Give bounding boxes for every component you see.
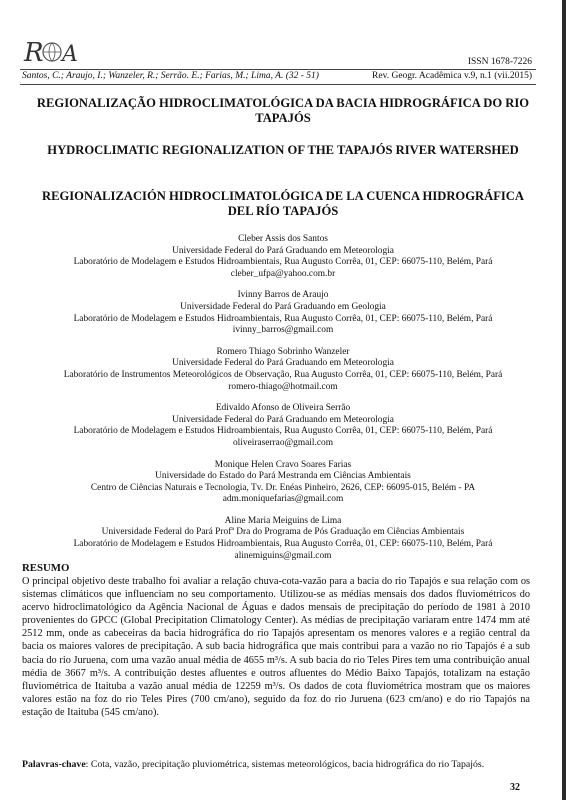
author-affiliation: Universidade Federal do Pará Graduando em Meteorologia — [172, 245, 394, 256]
author-affiliation: Universidade Federal do Pará Profª Dra do Programa de Pós Graduação em Ciências Ambientais — [101, 527, 465, 538]
author-affiliation: Universidade Federal do Pará Graduando em Meteorologia — [172, 358, 394, 369]
author-block — [20, 347, 546, 393]
svg-text:A: A — [62, 42, 78, 67]
author-name: Romero Thiago Sobrinho Wanzeler — [216, 346, 350, 357]
author-email[interactable]: oliveiraserrao@gmail.com — [232, 437, 333, 448]
author-affiliation: Universidade Federal do Pará Graduando em Meteorologia — [172, 414, 394, 425]
author-email[interactable]: ivinny_barros@gmail.com — [232, 325, 334, 336]
svg-text:R: R — [24, 38, 44, 68]
keywords-list: : Cota, vazão, precipitação pluviométrica, sistemas meteorológicos, bacia hidrográfica do rio Tapajós. — [85, 759, 485, 770]
keywords — [22, 759, 530, 770]
abstract-heading: RESUMO — [22, 562, 70, 574]
author-address: Centro de Ciências Naturais e Tecnologia, Tv. Dr. Enéas Pinheiro, 2626, CEP: 66095-015, Belém - PA — [90, 482, 476, 493]
author-address: Laboratório de Modelagem e Estudos Hidroambientais, Rua Augusto Corrêa, 01, CEP: 66075-110, Belém, Pará — [73, 426, 493, 437]
author-affiliation: Universidade Federal do Pará Graduando em Geologia — [180, 301, 386, 312]
issn: ISSN 1678-7226 — [467, 57, 532, 67]
header-rule-top — [20, 69, 536, 70]
header-rule-bottom — [20, 84, 536, 85]
author-affiliation: Universidade do Estado do Pará Mestranda em Ciências Ambientais — [155, 471, 411, 482]
title-portuguese: REGIONALIZAÇÃO HIDROCLIMATOLÓGICA DA BACIA HIDROGRÁFICA DO RIO TAPAJÓS — [36, 96, 530, 125]
author-name: Edivaldo Afonso de Oliveira Serrão — [215, 403, 351, 414]
author-address: Laboratório de Modelagem e Estudos Hidroambientais, Rua Augusto Corrêa, 01, CEP: 66075-110, Belém, Pará — [73, 539, 493, 550]
page-number: 32 — [510, 782, 520, 793]
author-block — [20, 403, 546, 449]
author-address: Laboratório de Modelagem e Estudos Hidroambientais, Rua Augusto Corrêa, 01, CEP: 66075-110, Belém, Pará — [73, 313, 493, 324]
header-journal: Rev. Geogr. Acadêmica v.9, n.1 (vii.2015) — [372, 71, 532, 81]
author-block — [20, 516, 546, 562]
author-email[interactable]: adm.moniquefarias@gmail.com — [222, 494, 344, 505]
author-name: Cleber Assis dos Santos — [238, 234, 328, 244]
journal-logo — [22, 34, 86, 70]
author-block — [20, 460, 546, 506]
author-name: Aline Maria Meiguins de Lima — [224, 515, 342, 526]
author-email[interactable]: cleber_ufpa@yahoo.com.br — [230, 268, 336, 279]
author-name: Monique Helen Cravo Soares Farias — [214, 459, 352, 470]
author-address: Laboratório de Modelagem e Estudos Hidroambientais, Rua Augusto Corrêa, 01, CEP: 66075-110, Belém, Pará — [73, 257, 493, 268]
author-name: Ivinny Barros de Araujo — [237, 290, 329, 301]
abstract-text: O principal objetivo deste trabalho foi avaliar a relação chuva-cota-vazão para a bacia do rio Tapajós e sua relação com os sistemas climáticos que influenciam no seu comportamento. Utilizou-se as médias mensais dos dados fluviométricos do acervo hidroclimatológico da Agência Nacional de Águas e dados mensais de precipitação do período de 1981 à 2010 provenientes do GPCC (Global Precipitation Climatology Center). As médias de precipitação variaram entre 1474 mm até 2512 mm, onde as cabeceiras da bacia hidrográfica do rio Tapajós apresentam os menores valores e a região central da bacia os maiores valores de precipitação. A sub bacia hidrográfica que mais contribui para a vazão no rio Tapajós é a sub bacia do rio Juruena, com uma vazão anual média de 4655 m³/s. A sub bacia do rio Teles Pires tem uma contribuição anual média de 3667 m³/s. A contribuição destes afluentes e outros afluentes do Médio Baixo Tapajós, totalizam na estação fluviométrica de Itaituba a vazão anual média de 12259 m³/s. Os dados de cota fluviométrica mostram que os maiores valores estão na foz do rio Teles Pires (700 cm/ano), seguido da foz do rio Juruena (623 cm/ano) e do rio Tapajós na estação de Itaituba (545 cm/ano). — [22, 576, 530, 718]
author-email[interactable]: romero-thiago@hotmail.com — [228, 381, 338, 392]
author-list — [20, 234, 546, 572]
author-block — [20, 290, 546, 336]
author-address: Laboratório de Instrumentos Meteorológicos de Observação, Rua Augusto Corrêa, 01, CEP: 66075-110, Belém, Pará — [63, 369, 503, 380]
title-spanish: REGIONALIZACIÓN HIDROCLIMATOLÓGICA DE LA CUENCA HIDROGRÁFICA DEL RÍO TAPAJÓS — [41, 189, 524, 218]
author-block — [20, 234, 546, 280]
header-citation: Santos, C.; Araujo, I.; Wanzeler, R.; Serrão. E.; Farias, M.; Lima, A. (32 - 51) — [22, 71, 319, 81]
author-email[interactable]: alinemiguins@gmail.com — [234, 550, 332, 561]
title-english: HYDROCLIMATIC REGIONALIZATION OF THE TAPAJÓS RIVER WATERSHED — [47, 143, 519, 157]
keywords-label: Palavras-chave — [22, 759, 86, 770]
page-edge-bar — [562, 0, 566, 800]
